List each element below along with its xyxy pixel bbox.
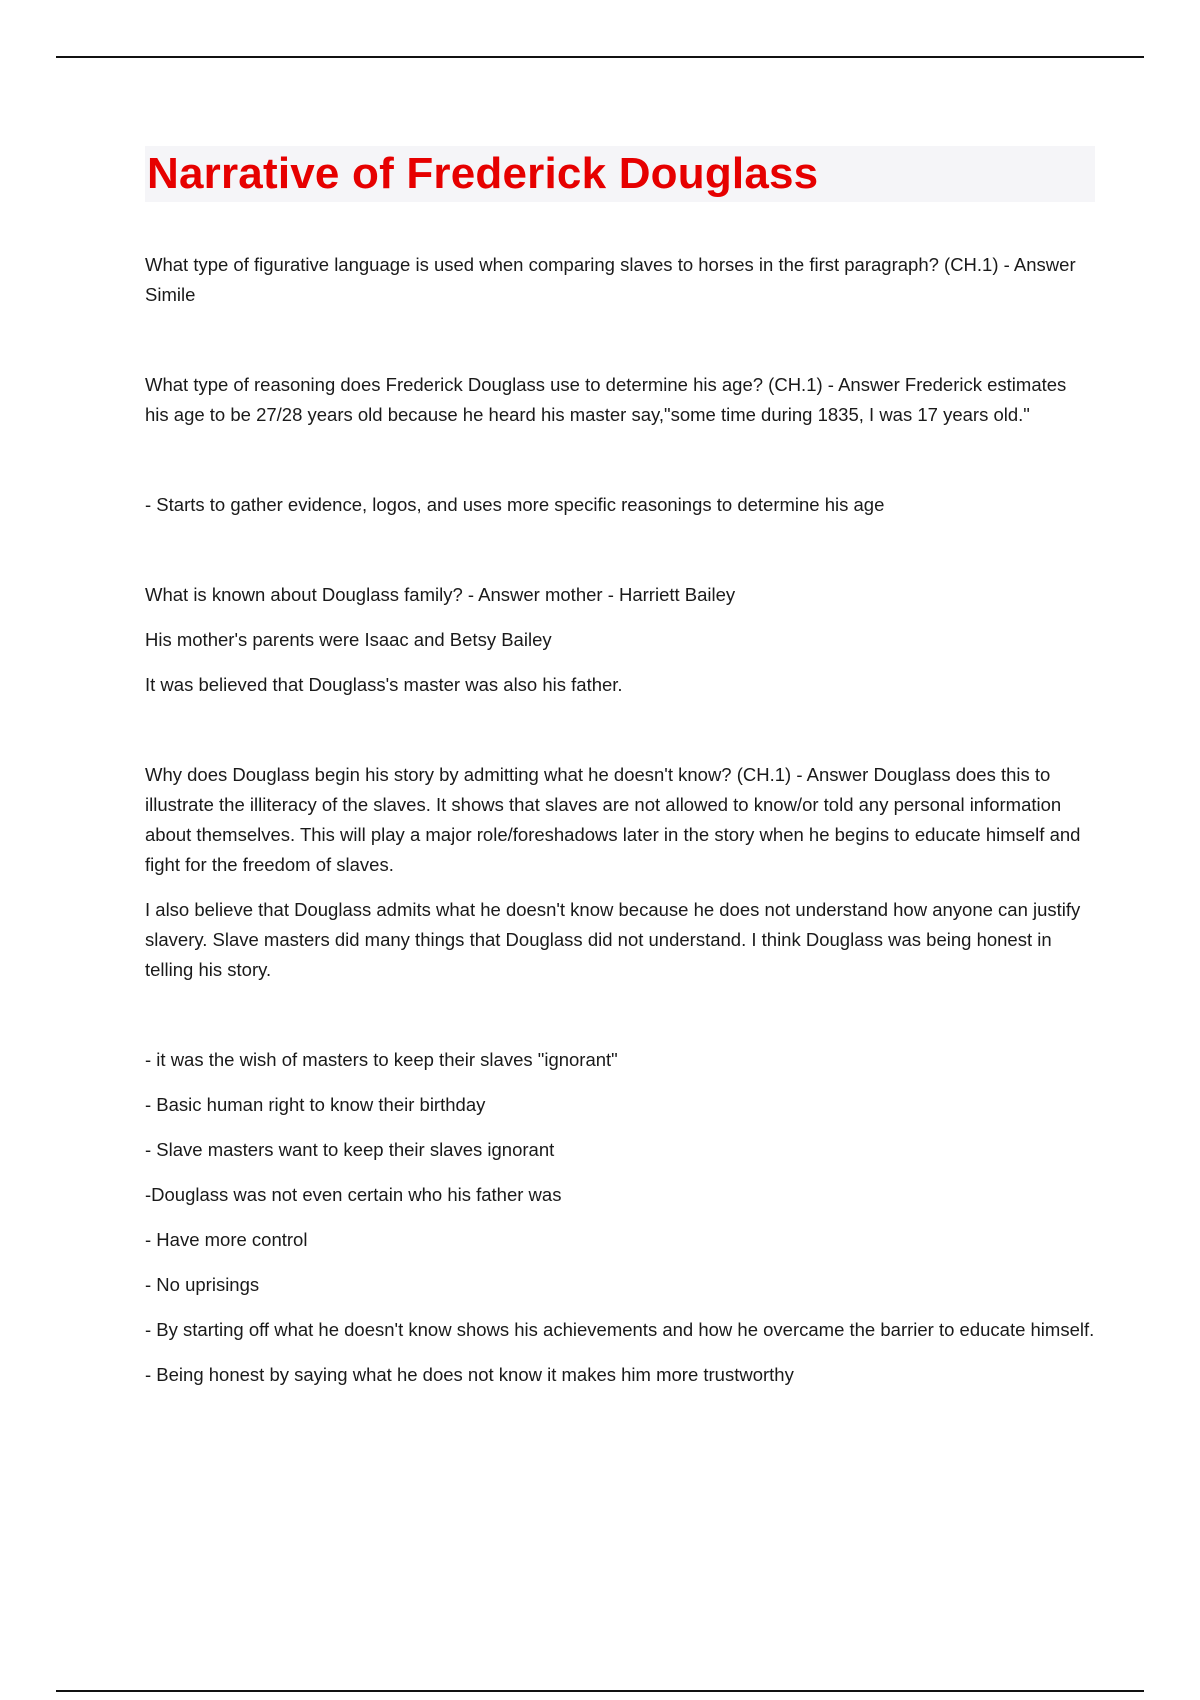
paragraph: It was believed that Douglass's master was also his father. — [145, 674, 623, 695]
qa-douglass-family — [145, 580, 1095, 700]
qa-figurative-language — [145, 250, 1095, 310]
paragraph: What type of reasoning does Frederick Douglass use to determine his age? (CH.1) - Answer Frederick estimates his age to be 27/28 years old because he heard his master say,"some time during 1835, I was 17 years old." — [145, 374, 1067, 425]
paragraph: Why does Douglass begin his story by admitting what he doesn't know? (CH.1) - Answer Douglass does this to illustrate the illiteracy of the slaves. It shows that slaves are not allowed to know/or told any personal information about themselves. This will play a major role/foreshadows later in the story when he begins to educate himself and fight for the freedom of slaves. — [145, 764, 1081, 875]
bullet-item: - Slave masters want to keep their slaves ignorant — [145, 1139, 555, 1160]
paragraph: What is known about Douglass family? - Answer mother - Harriett Bailey — [145, 584, 736, 605]
bullet-item: - it was the wish of masters to keep their slaves "ignorant" — [145, 1049, 618, 1070]
paragraph: His mother's parents were Isaac and Betsy Bailey — [145, 629, 552, 650]
bullet-item: -Douglass was not even certain who his father was — [145, 1184, 562, 1205]
note-evidence — [145, 490, 1095, 520]
paragraph: What type of figurative language is used when comparing slaves to horses in the first paragraph? (CH.1) - Answer Simile — [145, 254, 1076, 305]
title-band — [145, 146, 1095, 202]
top-rule — [56, 56, 1144, 58]
bullet-item: - Basic human right to know their birthday — [145, 1094, 486, 1115]
bullet-notes — [145, 1045, 1095, 1390]
paragraph: I also believe that Douglass admits what he doesn't know because he does not understand how anyone can justify slavery. Slave masters did many things that Douglass did not understand. I think Douglass was being honest in telling his story. — [145, 899, 1081, 980]
bullet-item: - By starting off what he doesn't know shows his achievements and how he overcame the barrier to educate himself. — [145, 1319, 1095, 1340]
qa-reasoning-age — [145, 370, 1095, 430]
paragraph: - Starts to gather evidence, logos, and uses more specific reasonings to determine his age — [145, 494, 885, 515]
bullet-item: - Being honest by saying what he does not know it makes him more trustworthy — [145, 1364, 794, 1385]
qa-admitting-unknown — [145, 760, 1095, 985]
document-body — [145, 146, 1095, 1390]
bottom-rule — [56, 1690, 1144, 1692]
bullet-item: - Have more control — [145, 1229, 308, 1250]
bullet-item: - No uprisings — [145, 1274, 260, 1295]
document-title: Narrative of Frederick Douglass — [147, 149, 819, 198]
